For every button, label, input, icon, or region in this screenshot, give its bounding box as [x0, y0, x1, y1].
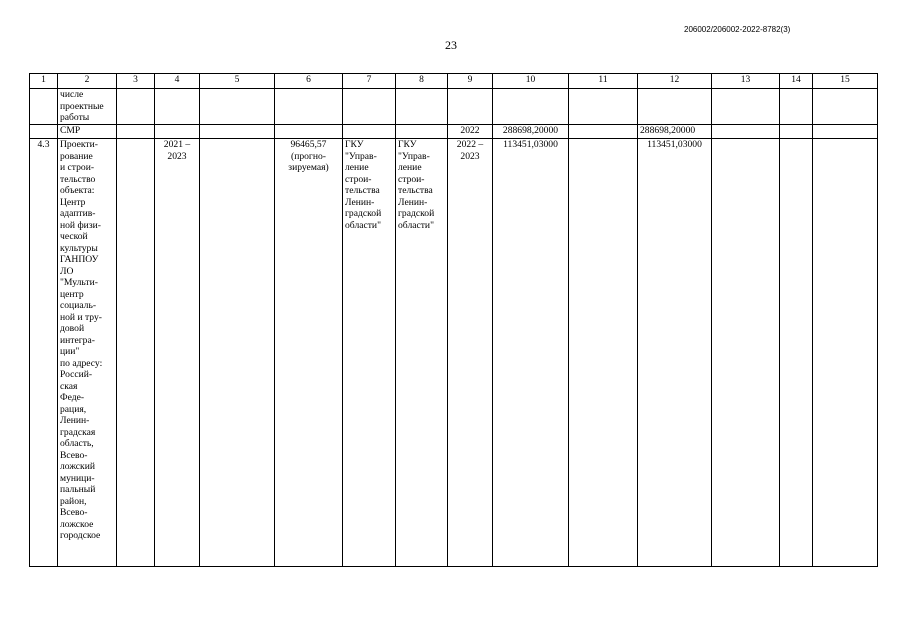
table-cell [396, 89, 448, 125]
table-cell [275, 125, 343, 139]
column-number: 9 [448, 74, 493, 89]
table-cell [155, 89, 200, 125]
table-cell [275, 89, 343, 125]
table-cell [712, 89, 780, 125]
column-number: 2 [58, 74, 117, 89]
table-cell [200, 139, 275, 567]
table-cell [448, 89, 493, 125]
table-row [30, 139, 878, 567]
table-cell [569, 89, 638, 125]
table-cell [712, 139, 780, 567]
column-number: 5 [200, 74, 275, 89]
column-number: 11 [569, 74, 638, 89]
table-cell [30, 89, 58, 125]
table-cell: 2021 – 2023 [155, 139, 200, 567]
table-row [30, 89, 878, 125]
table-cell: 288698,20000 [638, 125, 712, 139]
table-cell [813, 89, 878, 125]
page-number: 23 [445, 38, 457, 52]
table-cell [813, 125, 878, 139]
table-cell: 113451,03000 [493, 139, 569, 567]
table-cell [638, 89, 712, 125]
column-number: 12 [638, 74, 712, 89]
table-cell [780, 89, 813, 125]
table-cell: СМР [58, 125, 117, 139]
table-cell [200, 125, 275, 139]
column-number: 6 [275, 74, 343, 89]
column-number: 13 [712, 74, 780, 89]
column-number: 4 [155, 74, 200, 89]
table-cell [396, 125, 448, 139]
table-cell: Проекти- рование и строи- тельство объекта: Центр адаптив- ной физи- ческой культуры ГАНПОУ ЛО "Мульти- центр социаль- ной и тру- довой интегра- ции" по адресу: Россий- ская Феде- рация, Ленин- градская область, Всево- ложский муници- пальный район, Всево- ложское городское [58, 139, 117, 567]
column-number: 15 [813, 74, 878, 89]
table-cell: 2022 – 2023 [448, 139, 493, 567]
document-id: 206002/206002-2022-8782(3) [684, 25, 791, 34]
column-number: 1 [30, 74, 58, 89]
table-cell [712, 125, 780, 139]
table-cell: 113451,03000 [638, 139, 712, 567]
table-cell: ГКУ "Управ- ление строи- тельства Ленин- градской области" [343, 139, 396, 567]
table-cell [780, 139, 813, 567]
table-cell [200, 89, 275, 125]
table-cell: 96465,57 (прогно- зируемая) [275, 139, 343, 567]
table-cell [117, 125, 155, 139]
table-row [30, 125, 878, 139]
table-cell: 4.3 [30, 139, 58, 567]
table-cell: ГКУ "Управ- ление строи- тельства Ленин- градской области" [396, 139, 448, 567]
column-number: 8 [396, 74, 448, 89]
table-cell [569, 139, 638, 567]
table-cell: числе проектные работы [58, 89, 117, 125]
table-cell: 288698,20000 [493, 125, 569, 139]
column-number: 7 [343, 74, 396, 89]
table-cell [117, 139, 155, 567]
table-cell [569, 125, 638, 139]
table-cell [30, 125, 58, 139]
table-cell [780, 125, 813, 139]
column-number: 3 [117, 74, 155, 89]
table-cell [343, 89, 396, 125]
table-cell [493, 89, 569, 125]
column-number-row [30, 74, 878, 89]
table-cell [155, 125, 200, 139]
table-cell: 2022 [448, 125, 493, 139]
table-cell [343, 125, 396, 139]
data-table [29, 73, 878, 567]
column-number: 14 [780, 74, 813, 89]
table-cell [813, 139, 878, 567]
column-number: 10 [493, 74, 569, 89]
table-cell [117, 89, 155, 125]
